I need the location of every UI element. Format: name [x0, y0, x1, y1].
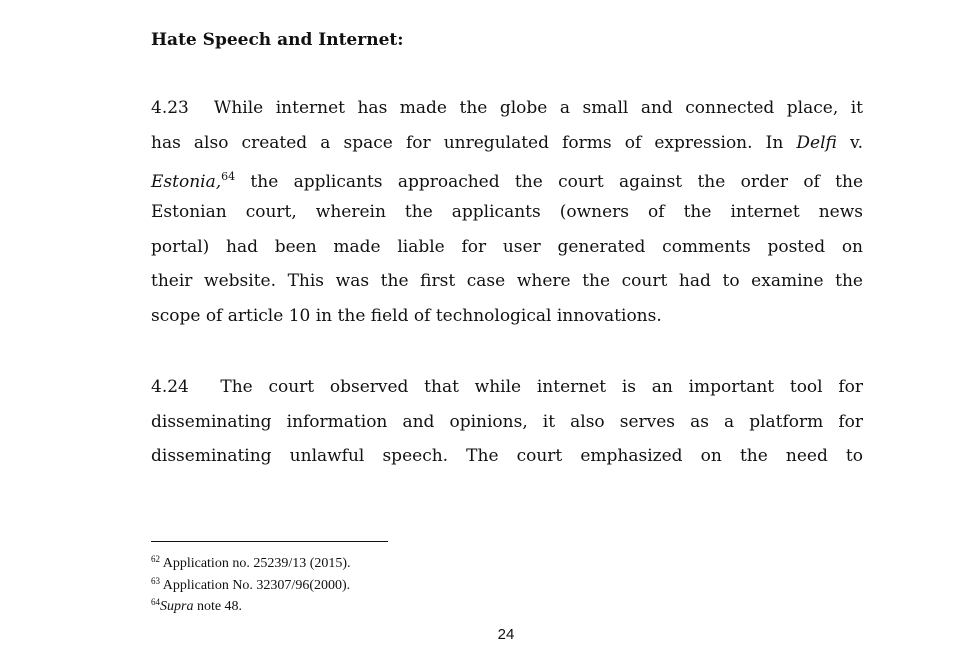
- footnote-mark: 62: [151, 554, 160, 564]
- paragraph-line: Estonia,$^{64}$ the applicants approached the court against the order of the: [151, 170, 863, 193]
- case-name: Delfi: [796, 132, 837, 153]
- paragraph-4-24: [151, 370, 863, 474]
- paragraph-line: has also created a space for unregulated forms of expression. In Delfi v.: [151, 132, 863, 153]
- paragraph-number: 4.23: [151, 98, 189, 118]
- footnote-separator: [151, 541, 388, 542]
- paragraph-line: disseminating information and opinions, it also serves as a platform for: [151, 411, 863, 432]
- footnote-mark: 63: [151, 575, 160, 586]
- paragraph-line: their website. This was the first case where the court had to examine the: [151, 271, 863, 292]
- footnote-62: $^{62}$ Application no. 25239/13 (2015).: [151, 554, 351, 571]
- section-heading: Hate Speech and Internet:: [151, 30, 404, 50]
- paragraph-line: disseminating unlawful speech. The court emphasized on the need to: [151, 446, 863, 467]
- paragraph-number: 4.24: [151, 377, 189, 397]
- paragraph-line: scope of article 10 in the field of technological innovations.: [151, 306, 662, 327]
- paragraph-line: Estonian court, wherein the applicants (owners of the internet news: [151, 202, 863, 223]
- footnote-63: $^{63}$ Application No. 32307/96(2000).: [151, 575, 351, 593]
- page-number: 24: [497, 626, 515, 643]
- paragraph-line: 4.24 The court observed that while internet is an important tool for: [151, 377, 863, 397]
- paragraph-4-23: [151, 91, 863, 334]
- footnote-mark: 64: [151, 597, 160, 607]
- paragraph-line: 4.23 While internet has made the globe a small and connected place, it: [151, 98, 864, 118]
- paragraph-line: portal) had been made liable for user generated comments posted on: [151, 236, 863, 257]
- footnote-reference: 64: [221, 170, 236, 184]
- footnote-64: $^{64}$Supra note 48.: [151, 597, 243, 614]
- footnotes: [151, 551, 351, 616]
- case-name: Estonia,: [151, 172, 222, 193]
